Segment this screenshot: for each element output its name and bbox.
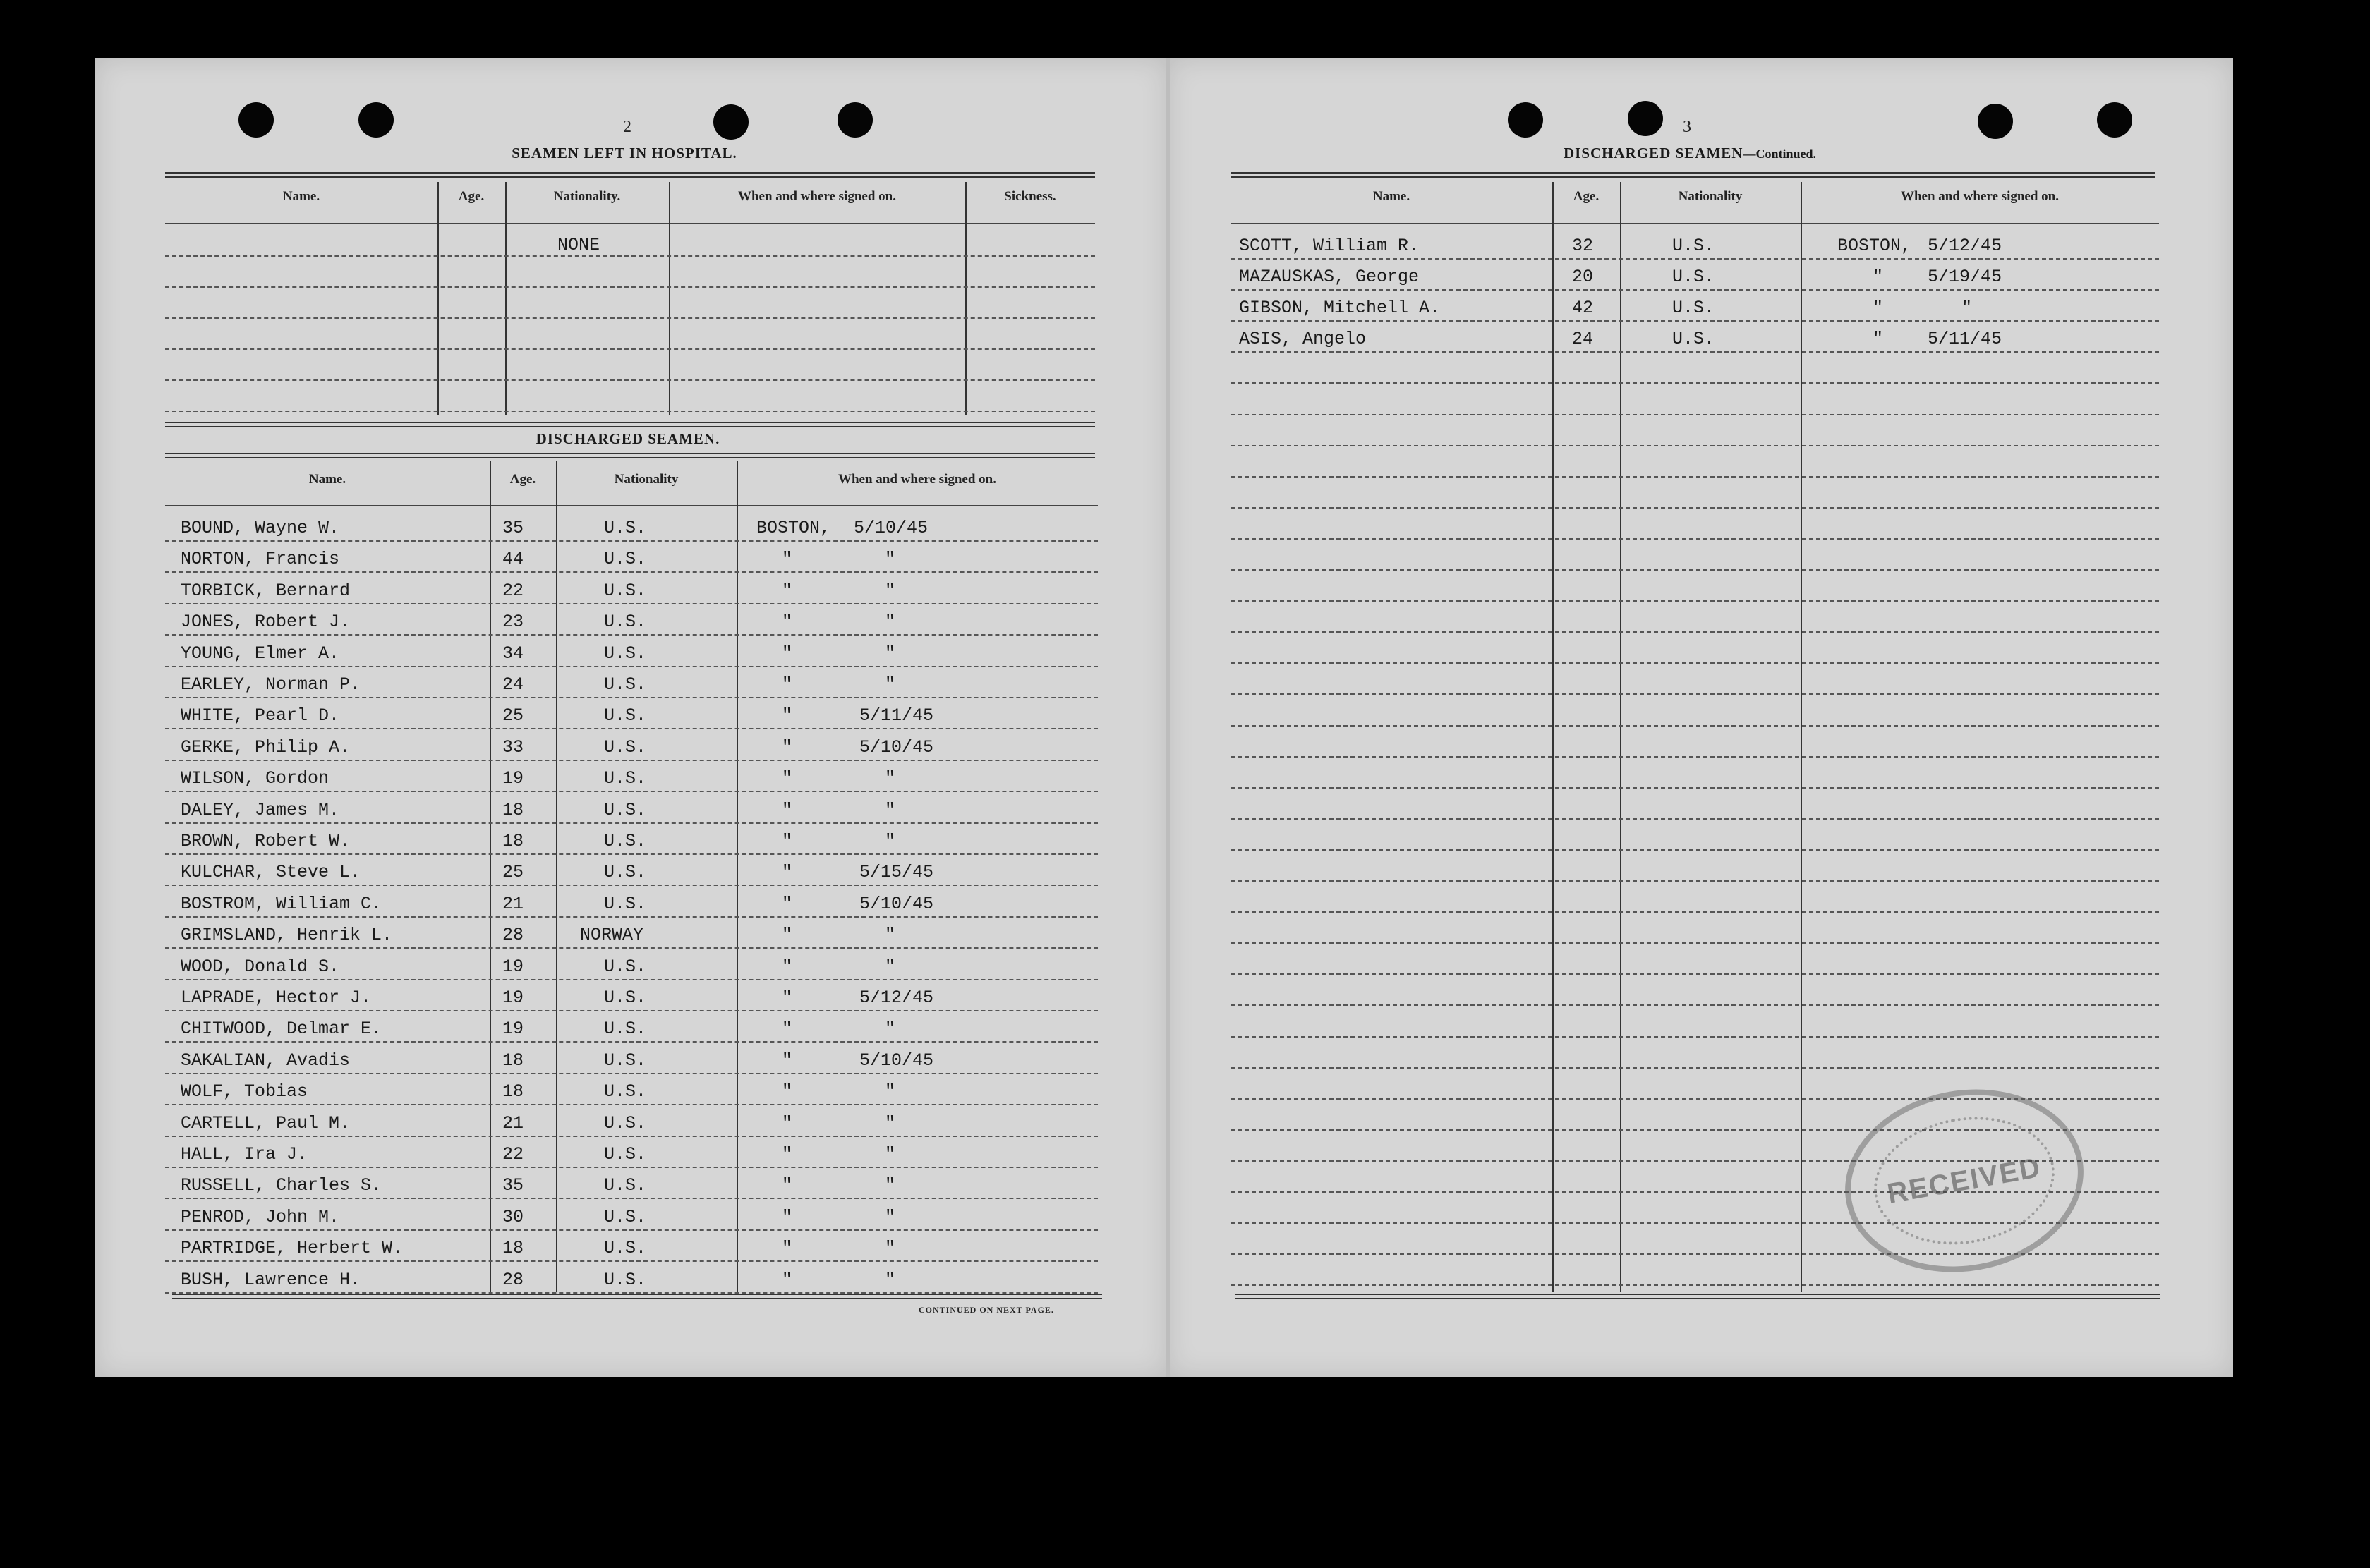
discharged-bottom-rule	[172, 1294, 1102, 1299]
signed-place: "	[782, 956, 793, 977]
signed-date: 5/10/45	[859, 1050, 934, 1071]
stamp-text: RECEIVED	[1885, 1151, 2044, 1210]
signed-date: 5/12/45	[859, 987, 934, 1008]
seaman-nationality: U.S.	[604, 518, 647, 538]
seaman-name: KULCHAR, Steve L.	[181, 862, 361, 883]
hospital-ruled-line	[165, 286, 1095, 288]
seaman-name: DALEY, James M.	[181, 799, 340, 820]
seaman-age: 19	[502, 956, 524, 977]
seaman-name: ASIS, Angelo	[1239, 329, 1367, 350]
seaman-age: 35	[502, 518, 524, 538]
seaman-age: 32	[1572, 236, 1594, 256]
page-number-right: 3	[1683, 118, 1691, 136]
hospital-title-rule	[165, 172, 1095, 178]
signed-date: 5/10/45	[859, 893, 934, 914]
signed-place: "	[782, 1269, 793, 1290]
seaman-name: TORBICK, Bernard	[181, 580, 351, 601]
signed-place: "	[782, 674, 793, 695]
continued-ruled-line	[1231, 507, 2159, 509]
signed-place: "	[782, 1081, 793, 1102]
seaman-age: 33	[502, 736, 524, 758]
seaman-age: 30	[502, 1206, 524, 1227]
continued-ruled-line	[1231, 569, 2159, 571]
signed-date: 5/11/45	[1928, 329, 2002, 350]
signed-date: "	[885, 643, 896, 664]
discharged-header-line	[165, 505, 1098, 506]
page-number-left: 2	[623, 118, 631, 136]
seaman-nationality: U.S.	[604, 1175, 647, 1196]
signed-place: BOSTON,	[1837, 236, 1912, 256]
continued-title-main: DISCHARGED SEAMEN	[1564, 145, 1743, 162]
signed-place: "	[782, 705, 793, 727]
discharged-header-cell: Name.	[308, 472, 346, 487]
seaman-nationality: U.S.	[604, 1112, 647, 1134]
continued-ruled-line	[1231, 662, 2159, 664]
discharged-section-title: DISCHARGED SEAMEN.	[536, 430, 720, 447]
seaman-age: 19	[502, 768, 524, 789]
continued-ruled-line	[1231, 942, 2159, 944]
continued-ruled-line	[1231, 973, 2159, 975]
signed-date: 5/19/45	[1928, 267, 2002, 288]
seaman-nationality: U.S.	[1672, 236, 1715, 256]
punch-hole	[1508, 102, 1543, 138]
signed-place: "	[782, 1175, 793, 1196]
discharged-ruled-line	[165, 947, 1098, 949]
discharged-ruled-line	[165, 634, 1098, 636]
discharged-ruled-line	[165, 1229, 1098, 1231]
discharged-ruled-line	[165, 822, 1098, 824]
seaman-name: WOOD, Donald S.	[181, 956, 340, 977]
continued-column-divider	[1801, 182, 1802, 1292]
seaman-nationality: U.S.	[604, 705, 647, 727]
signed-date: "	[885, 799, 896, 820]
continued-title-suffix: —Continued.	[1743, 147, 1816, 161]
continued-column-divider	[1552, 182, 1554, 1292]
signed-date: "	[885, 674, 896, 695]
continued-header-cell: Age.	[1573, 189, 1600, 204]
seaman-name: WOLF, Tobias	[181, 1081, 308, 1102]
seaman-age: 28	[502, 925, 524, 946]
discharged-ruled-line	[165, 1104, 1098, 1105]
signed-place: "	[782, 925, 793, 946]
continued-ruled-line	[1231, 787, 2159, 789]
signed-date: "	[885, 612, 896, 633]
continued-ruled-line	[1231, 414, 2159, 415]
seaman-nationality: U.S.	[604, 1019, 647, 1040]
continued-section-title	[1475, 145, 1905, 162]
discharged-ruled-line	[165, 1010, 1098, 1011]
seaman-age: 44	[502, 549, 524, 570]
hospital-ruled-line	[165, 379, 1095, 381]
seaman-age: 24	[1572, 329, 1594, 350]
seaman-name: NORTON, Francis	[181, 549, 340, 570]
seaman-name: MAZAUSKAS, George	[1239, 267, 1420, 288]
continued-header-cell: Name.	[1372, 189, 1410, 204]
hospital-header-cell: Sickness.	[1004, 189, 1056, 204]
seaman-name: CARTELL, Paul M.	[181, 1112, 351, 1134]
punch-hole	[1978, 104, 2013, 139]
seaman-name: BOUND, Wayne W.	[181, 518, 340, 538]
seaman-nationality: U.S.	[604, 768, 647, 789]
continued-header-cell: Nationality	[1678, 189, 1743, 204]
punch-hole	[358, 102, 394, 138]
continued-ruled-line	[1231, 1036, 2159, 1038]
continued-ruled-line	[1231, 1004, 2159, 1006]
signed-place: "	[782, 768, 793, 789]
signed-place: "	[782, 1238, 793, 1259]
signed-date: "	[885, 1144, 896, 1165]
continued-ruled-line	[1231, 849, 2159, 851]
seaman-nationality: U.S.	[604, 736, 647, 758]
discharged-ruled-line	[165, 1198, 1098, 1199]
seaman-name: BROWN, Robert W.	[181, 831, 351, 851]
discharged-ruled-line	[165, 540, 1098, 542]
seaman-nationality: U.S.	[604, 1269, 647, 1290]
continued-ruled-line	[1231, 351, 2159, 353]
seaman-name: HALL, Ira J.	[181, 1144, 308, 1165]
signed-date: "	[885, 956, 896, 977]
seaman-name: RUSSELL, Charles S.	[181, 1175, 382, 1196]
signed-place: "	[782, 893, 793, 914]
continued-ruled-line	[1231, 600, 2159, 602]
seaman-name: CHITWOOD, Delmar E.	[181, 1019, 382, 1040]
seaman-nationality: U.S.	[1672, 298, 1715, 319]
seaman-age: 25	[502, 705, 524, 727]
continued-ruled-line	[1231, 258, 2159, 260]
seaman-nationality: U.S.	[604, 862, 647, 883]
discharged-ruled-line	[165, 1136, 1098, 1137]
continued-ruled-line	[1231, 320, 2159, 322]
discharged-ruled-line	[165, 916, 1098, 918]
seaman-name: WHITE, Pearl D.	[181, 705, 340, 727]
punch-hole	[838, 102, 873, 138]
continued-ruled-line	[1231, 1284, 2159, 1286]
continued-header-cell: When and where signed on.	[1900, 189, 2059, 204]
continued-column-divider	[1620, 182, 1621, 1292]
seaman-name: GIBSON, Mitchell A.	[1239, 298, 1441, 319]
seaman-name: JONES, Robert J.	[181, 612, 351, 633]
signed-place: "	[1873, 298, 1884, 319]
seaman-name: LAPRADE, Hector J.	[181, 987, 372, 1008]
hospital-ruled-line	[165, 348, 1095, 350]
seaman-nationality: U.S.	[1672, 267, 1715, 288]
continued-ruled-line	[1231, 693, 2159, 695]
right-title-rule	[1231, 172, 2155, 178]
signed-place: "	[782, 1019, 793, 1040]
seaman-nationality: U.S.	[604, 1050, 647, 1071]
seaman-nationality: U.S.	[604, 1206, 647, 1227]
seaman-nationality: U.S.	[604, 612, 647, 633]
signed-place: "	[782, 1206, 793, 1227]
seaman-nationality: U.S.	[604, 987, 647, 1008]
signed-place: "	[782, 643, 793, 664]
seaman-age: 35	[502, 1175, 524, 1196]
discharged-ruled-line	[165, 666, 1098, 667]
signed-place: "	[1873, 267, 1884, 288]
discharged-ruled-line	[165, 979, 1098, 980]
signed-place: "	[782, 1112, 793, 1134]
hospital-header-cell: Nationality.	[553, 189, 621, 204]
signed-place: "	[782, 862, 793, 883]
continued-ruled-line	[1231, 880, 2159, 882]
continued-ruled-line	[1231, 445, 2159, 446]
seaman-nationality: U.S.	[604, 1238, 647, 1259]
seaman-age: 22	[502, 580, 524, 601]
punch-hole	[1628, 101, 1663, 136]
seaman-age: 24	[502, 674, 524, 695]
discharged-ruled-line	[165, 1073, 1098, 1074]
seaman-age: 20	[1572, 267, 1594, 288]
continued-ruled-line	[1231, 631, 2159, 633]
seaman-nationality: U.S.	[604, 1081, 647, 1102]
discharged-ruled-line	[165, 885, 1098, 886]
seaman-nationality: U.S.	[604, 1144, 647, 1165]
seaman-name: PARTRIDGE, Herbert W.	[181, 1238, 404, 1259]
seaman-age: 18	[502, 1050, 524, 1071]
continued-ruled-line	[1231, 382, 2159, 384]
seaman-nationality: U.S.	[604, 831, 647, 851]
seaman-name: GRIMSLAND, Henrik L.	[181, 925, 393, 946]
hospital-header-cell: When and where signed on.	[737, 189, 896, 204]
seaman-age: 18	[502, 831, 524, 851]
seaman-name: YOUNG, Elmer A.	[181, 643, 340, 664]
punch-hole	[713, 104, 749, 140]
discharged-header-cell: Nationality	[614, 472, 679, 487]
seaman-name: EARLEY, Norman P.	[181, 674, 361, 695]
seaman-age: 42	[1572, 298, 1594, 319]
signed-date: "	[885, 1112, 896, 1134]
continued-ruled-line	[1231, 725, 2159, 727]
punch-hole	[238, 102, 274, 138]
seaman-nationality: NORWAY	[580, 925, 644, 946]
signed-place: "	[782, 1144, 793, 1165]
signed-place: "	[782, 549, 793, 570]
seaman-nationality: U.S.	[604, 674, 647, 695]
continued-ruled-line	[1231, 911, 2159, 913]
signed-date: "	[885, 580, 896, 601]
signed-place: "	[782, 1050, 793, 1071]
signed-place: "	[1873, 329, 1884, 350]
hospital-header-cell: Age.	[458, 189, 485, 204]
seaman-age: 18	[502, 799, 524, 820]
signed-date: "	[885, 831, 896, 851]
discharged-title-rule-bottom	[165, 453, 1095, 458]
signed-place: "	[782, 799, 793, 820]
signed-date: "	[885, 1269, 896, 1290]
signed-date: "	[885, 1238, 896, 1259]
discharged-ruled-line	[165, 728, 1098, 729]
continued-ruled-line	[1231, 818, 2159, 820]
signed-date: "	[885, 1206, 896, 1227]
seaman-name: SCOTT, William R.	[1239, 236, 1420, 256]
discharged-ruled-line	[165, 571, 1098, 573]
signed-place: "	[782, 736, 793, 758]
hospital-ruled-line	[165, 317, 1095, 319]
seaman-age: 23	[502, 612, 524, 633]
discharged-header-cell: When and where signed on.	[838, 472, 996, 487]
hospital-section-title: SEAMEN LEFT IN HOSPITAL.	[512, 145, 737, 162]
signed-date: "	[885, 549, 896, 570]
discharged-ruled-line	[165, 1041, 1098, 1043]
discharged-ruled-line	[165, 760, 1098, 761]
page-spine	[1166, 58, 1170, 1377]
discharged-ruled-line	[165, 791, 1098, 792]
seaman-age: 21	[502, 893, 524, 914]
seaman-age: 22	[502, 1144, 524, 1165]
seaman-age: 34	[502, 643, 524, 664]
seaman-age: 21	[502, 1112, 524, 1134]
signed-date: 5/11/45	[859, 705, 934, 727]
hospital-ruled-line	[165, 411, 1095, 412]
discharged-ruled-line	[165, 603, 1098, 604]
seaman-nationality: U.S.	[604, 643, 647, 664]
signed-date: "	[885, 1175, 896, 1196]
hospital-cell-nationality: NONE	[557, 235, 600, 255]
signed-date: 5/12/45	[1928, 236, 2002, 256]
continued-ruled-line	[1231, 476, 2159, 478]
hospital-header-line	[165, 223, 1095, 224]
seaman-age: 25	[502, 862, 524, 883]
continued-ruled-line	[1231, 1067, 2159, 1069]
seaman-nationality: U.S.	[604, 956, 647, 977]
signed-date: 5/10/45	[854, 518, 929, 538]
punch-hole	[2097, 102, 2132, 138]
seaman-name: BOSTROM, William C.	[181, 893, 382, 914]
discharged-ruled-line	[165, 697, 1098, 698]
continued-ruled-line	[1231, 538, 2159, 540]
signed-date: "	[1961, 298, 1973, 319]
seaman-nationality: U.S.	[1672, 329, 1715, 350]
signed-date: "	[885, 768, 896, 789]
hospital-ruled-line	[165, 255, 1095, 257]
continued-footer: CONTINUED ON NEXT PAGE.	[919, 1305, 1054, 1315]
seaman-name: PENROD, John M.	[181, 1206, 340, 1227]
signed-place: "	[782, 580, 793, 601]
discharged-title-rule-top	[165, 422, 1095, 427]
seaman-age: 19	[502, 987, 524, 1008]
signed-place: "	[782, 831, 793, 851]
seaman-nationality: U.S.	[604, 893, 647, 914]
right-bottom-rule	[1235, 1294, 2160, 1299]
signed-place: "	[782, 612, 793, 633]
signed-date: "	[885, 1081, 896, 1102]
seaman-name: SAKALIAN, Avadis	[181, 1050, 351, 1071]
seaman-nationality: U.S.	[604, 799, 647, 820]
continued-ruled-line	[1231, 756, 2159, 758]
signed-place: "	[782, 987, 793, 1008]
discharged-header-cell: Age.	[509, 472, 536, 487]
seaman-nationality: U.S.	[604, 580, 647, 601]
hospital-header-cell: Name.	[282, 189, 320, 204]
seaman-name: GERKE, Philip A.	[181, 736, 351, 758]
continued-header-line	[1231, 223, 2159, 224]
seaman-nationality: U.S.	[604, 549, 647, 570]
signed-date: "	[885, 925, 896, 946]
discharged-ruled-line	[165, 853, 1098, 855]
seaman-age: 19	[502, 1019, 524, 1040]
discharged-ruled-line	[165, 1260, 1098, 1262]
signed-date: "	[885, 1019, 896, 1040]
signed-date: 5/15/45	[859, 862, 934, 883]
seaman-age: 18	[502, 1081, 524, 1102]
seaman-age: 28	[502, 1269, 524, 1290]
signed-place: BOSTON,	[756, 518, 831, 538]
seaman-age: 18	[502, 1238, 524, 1259]
seaman-name: BUSH, Lawrence H.	[181, 1269, 361, 1290]
seaman-name: WILSON, Gordon	[181, 768, 329, 789]
signed-date: 5/10/45	[859, 736, 934, 758]
continued-ruled-line	[1231, 289, 2159, 291]
discharged-ruled-line	[165, 1167, 1098, 1168]
